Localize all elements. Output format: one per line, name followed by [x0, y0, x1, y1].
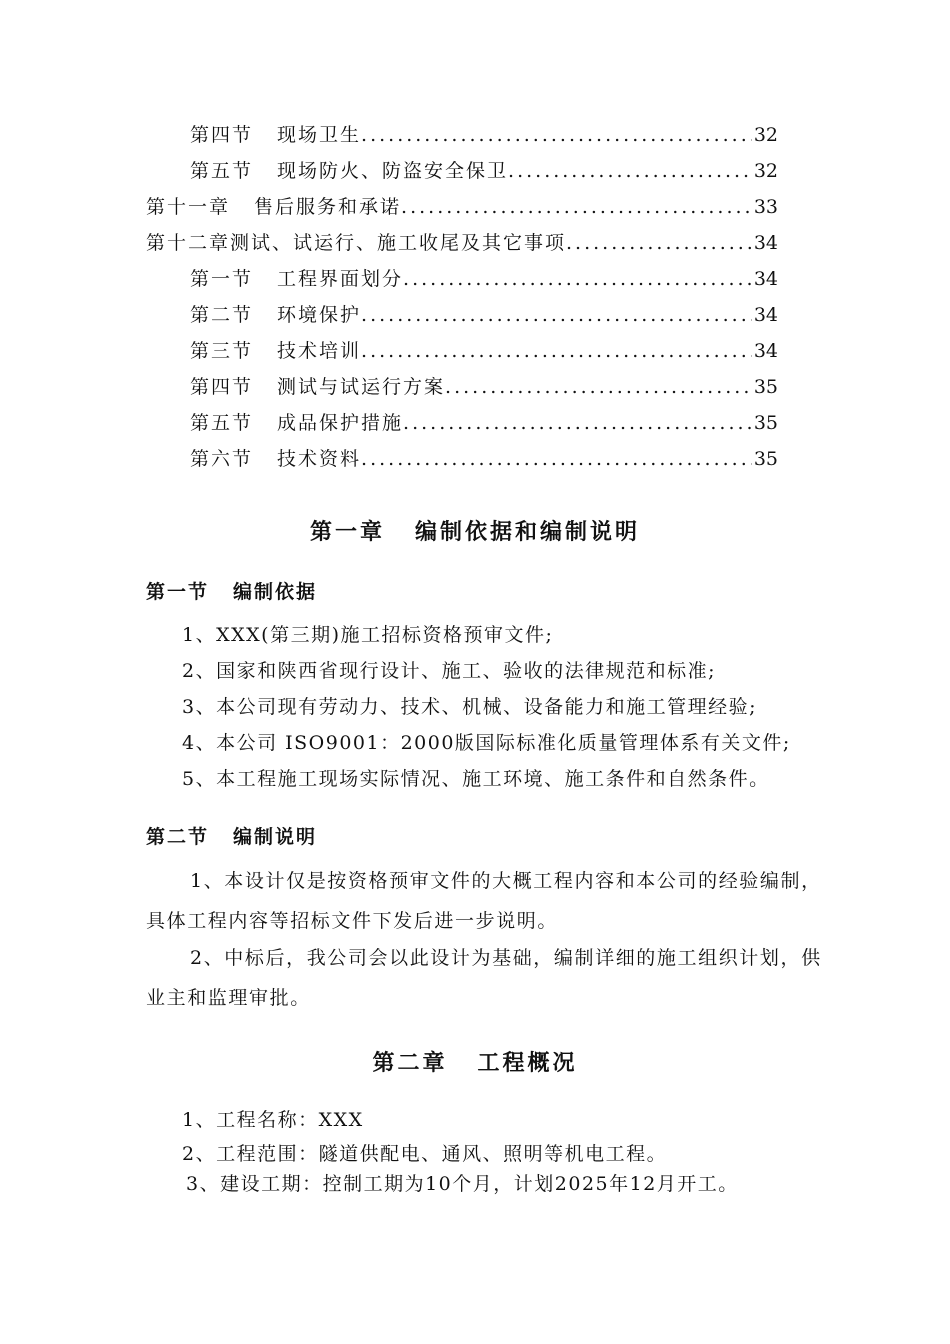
list-item: 2、工程范围：隧道供配电、通风、照明等机电工程。 — [182, 1143, 668, 1165]
toc-page-number: 34 — [753, 304, 778, 326]
toc-leader-dots — [508, 160, 752, 182]
chapter-2-title — [0, 1046, 950, 1077]
section-heading: 编制说明 — [233, 826, 318, 848]
toc-label — [190, 300, 361, 327]
toc-title: 环境保护 — [277, 304, 362, 326]
toc-entry[interactable] — [146, 300, 778, 336]
toc-title: 工程界面划分 — [277, 268, 404, 290]
toc-chapter-number: 第十一章 — [146, 196, 231, 218]
toc-leader-dots — [361, 124, 752, 146]
section-1-title — [146, 577, 317, 604]
table-of-contents — [146, 120, 778, 480]
toc-page-number: 32 — [753, 124, 778, 146]
toc-label — [146, 192, 401, 219]
toc-title: 成品保护措施 — [277, 412, 404, 434]
toc-section-number: 第二节 — [190, 304, 254, 326]
paragraph: 1、本设计仅是按资格预审文件的大概工程内容和本公司的经验编制，具体工程内容等招标文件下发后进一步说明。 — [146, 870, 822, 932]
chapter-heading: 编制依据和编制说明 — [415, 520, 641, 545]
toc-entry[interactable] — [146, 372, 778, 408]
toc-leader-dots — [361, 340, 752, 362]
toc-page-number: 34 — [753, 268, 778, 290]
list-item: 2、国家和陕西省现行设计、施工、验收的法律规范和标准; — [182, 660, 716, 682]
toc-label — [190, 444, 361, 471]
section-heading: 编制依据 — [233, 581, 318, 603]
list-item: 3、本公司现有劳动力、技术、机械、设备能力和施工管理经验; — [182, 696, 757, 718]
toc-title: 售后服务和承诺 — [254, 196, 402, 218]
toc-label — [190, 156, 508, 183]
toc-section-number: 第五节 — [190, 412, 254, 434]
toc-leader-dots — [361, 448, 752, 470]
toc-section-number: 第一节 — [190, 268, 254, 290]
toc-page-number: 32 — [753, 160, 778, 182]
toc-section-number: 第四节 — [190, 376, 254, 398]
toc-label — [190, 336, 361, 363]
toc-page-number: 35 — [753, 448, 778, 470]
paragraph: 2、中标后，我公司会以此设计为基础，编制详细的施工组织计划，供业主和监理审批。 — [146, 947, 822, 1009]
toc-entry[interactable] — [146, 408, 778, 444]
toc-leader-dots — [403, 268, 752, 290]
chapter-number: 第一章 — [309, 520, 385, 545]
toc-section-number: 第六节 — [190, 448, 254, 470]
list-item: 4、本公司 ISO9001：2000版国际标准化质量管理体系有关文件; — [182, 732, 791, 754]
toc-page-number: 34 — [753, 340, 778, 362]
toc-page-number: 35 — [753, 412, 778, 434]
section-number: 第一节 — [146, 581, 210, 603]
section-2-title — [146, 822, 317, 849]
toc-title: 技术资料 — [277, 448, 362, 470]
toc-section-number: 第三节 — [190, 340, 254, 362]
chapter-heading: 工程概况 — [477, 1051, 578, 1076]
toc-label — [146, 228, 566, 255]
list-item: 1、XXX(第三期)施工招标资格预审文件; — [182, 624, 554, 646]
toc-leader-dots — [403, 412, 752, 434]
toc-leader-dots — [566, 232, 752, 254]
toc-label — [190, 408, 403, 435]
toc-entry[interactable] — [146, 228, 778, 264]
toc-label — [190, 264, 403, 291]
list-item: 3、建设工期：控制工期为10个月，计划2025年12月开工。 — [186, 1173, 739, 1195]
toc-entry[interactable] — [146, 264, 778, 300]
basis-list — [182, 617, 822, 797]
overview-list — [182, 1102, 822, 1202]
toc-page-number: 34 — [753, 232, 778, 254]
toc-title: 第十二章测试、试运行、施工收尾及其它事项 — [146, 232, 567, 254]
toc-label — [190, 372, 445, 399]
toc-label — [190, 120, 361, 147]
toc-title: 测试与试运行方案 — [277, 376, 446, 398]
toc-leader-dots — [361, 304, 752, 326]
toc-entry[interactable] — [146, 444, 778, 480]
toc-leader-dots — [401, 196, 752, 218]
toc-page-number: 33 — [753, 196, 778, 218]
toc-title: 现场卫生 — [277, 124, 362, 146]
chapter-number: 第二章 — [372, 1051, 448, 1076]
toc-section-number: 第五节 — [190, 160, 254, 182]
toc-page-number: 35 — [753, 376, 778, 398]
toc-title: 现场防火、防盗安全保卫 — [277, 160, 509, 182]
section-number: 第二节 — [146, 826, 210, 848]
toc-entry[interactable] — [146, 192, 778, 228]
toc-entry[interactable] — [146, 336, 778, 372]
toc-leader-dots — [445, 376, 752, 398]
chapter-1-title — [0, 515, 950, 546]
toc-section-number: 第四节 — [190, 124, 254, 146]
toc-entry[interactable] — [146, 156, 778, 192]
toc-entry[interactable] — [146, 120, 778, 156]
list-item: 5、本工程施工现场实际情况、施工环境、施工条件和自然条件。 — [182, 768, 770, 790]
toc-title: 技术培训 — [277, 340, 362, 362]
list-item: 1、工程名称：XXX — [182, 1109, 364, 1131]
